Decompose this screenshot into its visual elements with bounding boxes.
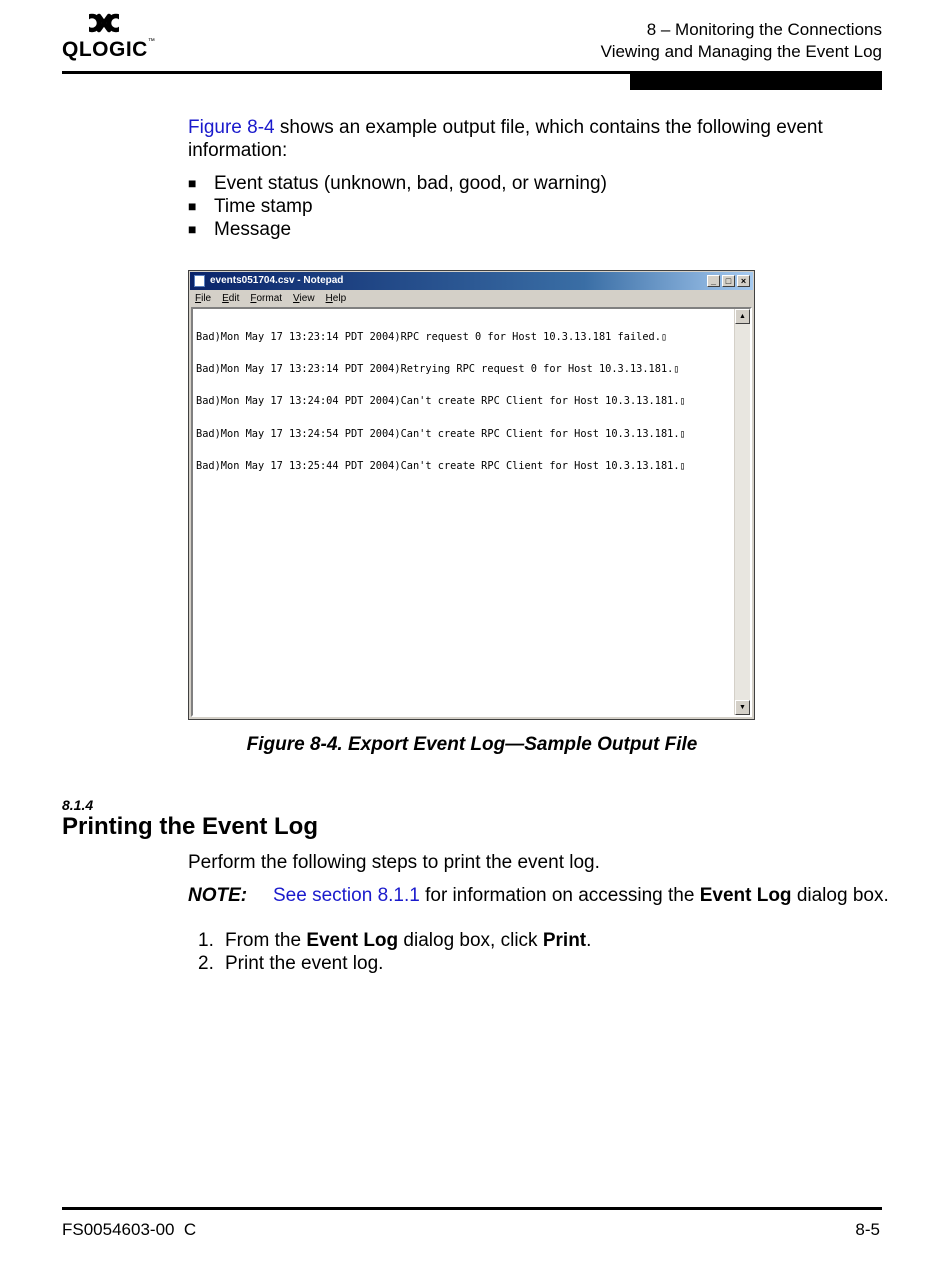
section-title: Viewing and Managing the Event Log bbox=[600, 42, 882, 61]
section-8-1-1-link[interactable]: See section 8.1.1 bbox=[273, 885, 420, 906]
running-header bbox=[601, 19, 882, 63]
notepad-titlebar bbox=[190, 272, 753, 290]
qlogic-logo-text: QLOGIC™ bbox=[62, 38, 156, 61]
log-line: Bad)Mon May 17 13:24:54 PDT 2004)Can't create RPC Client for Host 10.3.13.181.▯ bbox=[196, 427, 686, 440]
qlogic-logo-mark bbox=[82, 8, 126, 38]
intro-paragraph: Figure 8-4 shows an example output file, which contains the following event information: bbox=[188, 117, 823, 161]
figure-caption: Figure 8-4. Export Event Log—Sample Output File bbox=[246, 734, 698, 755]
log-line: Bad)Mon May 17 13:23:14 PDT 2004)Retrying RPC request 0 for Host 10.3.13.181.▯ bbox=[196, 362, 680, 375]
scroll-up-icon[interactable]: ▲ bbox=[735, 309, 750, 324]
bullet-icon: ■ bbox=[188, 198, 197, 214]
notepad-text-area[interactable] bbox=[191, 307, 752, 717]
menu-format[interactable]: Format bbox=[250, 293, 283, 304]
notepad-title: events051704.csv - Notepad bbox=[210, 275, 344, 286]
notepad-window bbox=[188, 270, 755, 720]
log-line: Bad)Mon May 17 13:25:44 PDT 2004)Can't create RPC Client for Host 10.3.13.181.▯ bbox=[196, 460, 686, 473]
figure-8-4-link[interactable]: Figure 8-4 bbox=[188, 117, 275, 138]
footer-rule bbox=[62, 1207, 882, 1210]
note-label: NOTE: bbox=[188, 885, 248, 906]
section-number: 8.1.4 bbox=[62, 797, 94, 813]
section-heading: Printing the Event Log bbox=[62, 813, 318, 840]
list-item: 1. From the Event Log dialog box, click Print. bbox=[198, 930, 592, 951]
vertical-scrollbar[interactable] bbox=[734, 309, 750, 715]
page-number: 8-5 bbox=[855, 1220, 880, 1239]
section-intro: Perform the following steps to print the event log. bbox=[188, 852, 600, 873]
list-item: ■ Time stamp bbox=[188, 196, 313, 217]
close-icon[interactable]: × bbox=[737, 275, 750, 287]
print-steps-list bbox=[188, 929, 591, 975]
bullet-icon: ■ bbox=[188, 221, 197, 237]
log-line: Bad)Mon May 17 13:23:14 PDT 2004)RPC request 0 for Host 10.3.13.181 failed.▯ bbox=[196, 330, 668, 343]
bullet-icon: ■ bbox=[188, 175, 197, 191]
header-tab-bar bbox=[630, 74, 882, 90]
maximize-icon[interactable]: □ bbox=[722, 275, 735, 287]
menu-edit[interactable]: Edit bbox=[222, 293, 240, 304]
minimize-icon[interactable]: _ bbox=[707, 275, 720, 287]
list-item: ■ Message bbox=[188, 219, 292, 240]
notepad-menubar bbox=[195, 291, 346, 307]
chapter-title: 8 – Monitoring the Connections bbox=[646, 20, 882, 39]
menu-file[interactable]: File bbox=[195, 293, 212, 304]
list-item: ■ Event status (unknown, bad, good, or warning) bbox=[188, 173, 607, 194]
log-line: Bad)Mon May 17 13:24:04 PDT 2004)Can't create RPC Client for Host 10.3.13.181.▯ bbox=[196, 395, 686, 408]
menu-view[interactable]: View bbox=[293, 293, 315, 304]
note-text: See section 8.1.1 for information on accessing the Event Log dialog box. bbox=[273, 885, 889, 906]
notepad-app-icon bbox=[194, 275, 205, 287]
list-item: 2. Print the event log. bbox=[198, 953, 384, 974]
document-id: FS0054603-00 C bbox=[62, 1220, 197, 1239]
event-info-list bbox=[188, 172, 607, 241]
menu-help[interactable]: Help bbox=[325, 293, 347, 304]
scroll-down-icon[interactable]: ▼ bbox=[735, 700, 750, 715]
